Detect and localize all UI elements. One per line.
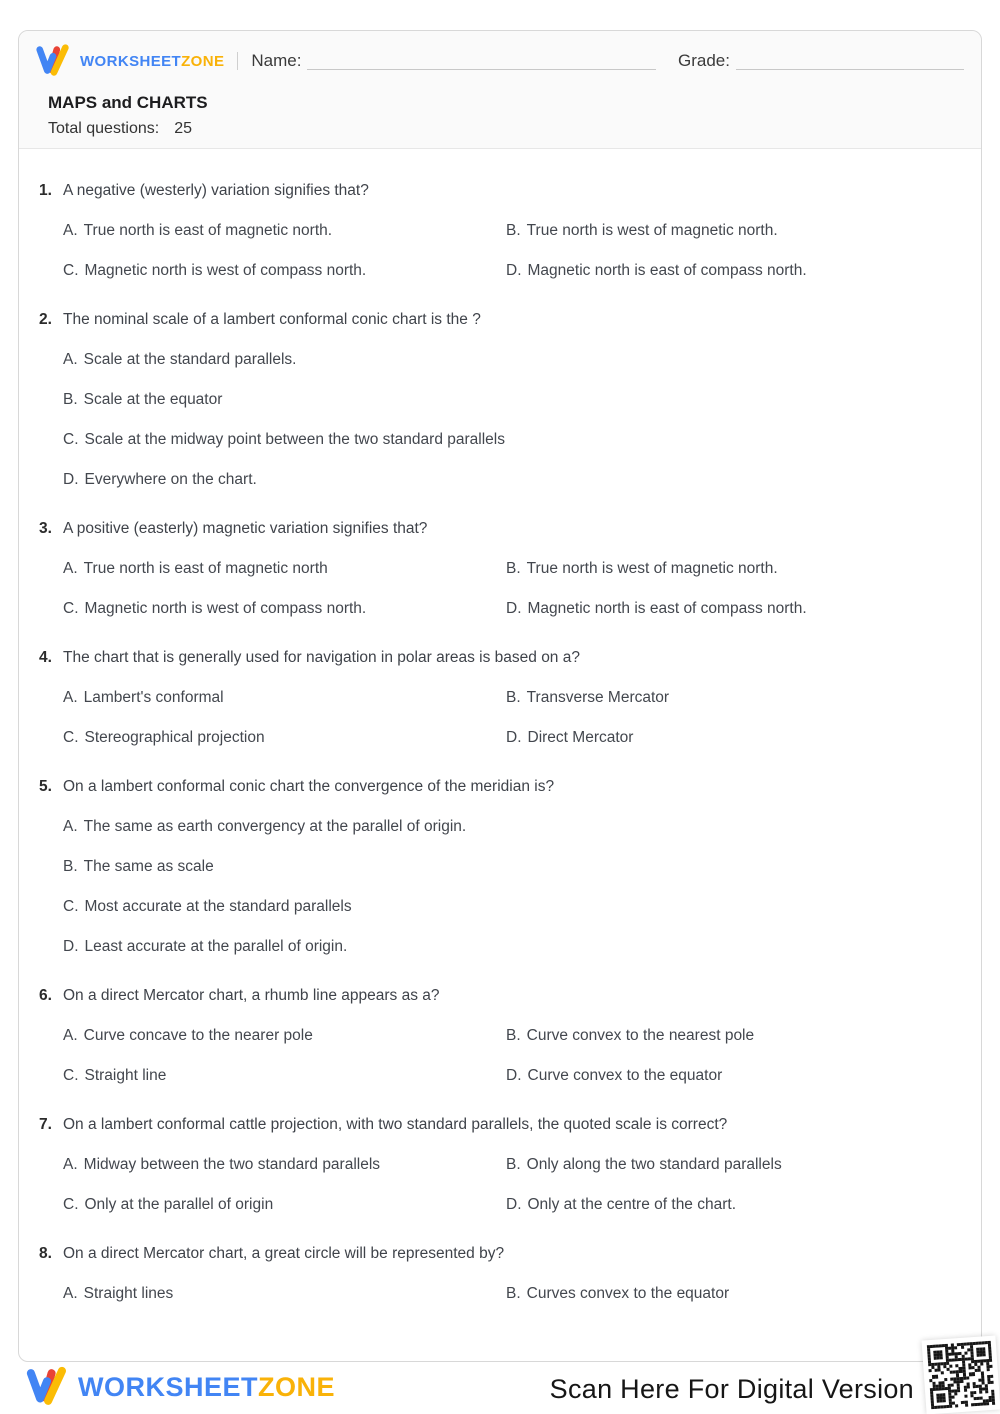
question-3 [39,518,941,619]
question-8 [39,1243,941,1304]
option-d: D. Magnetic north is east of compass north. [506,262,807,279]
option-c: C. Only at the parallel of origin [63,1196,274,1213]
questions-list [19,149,981,1304]
question-text: On a direct Mercator chart, a great circle will be represented by? [63,1245,505,1262]
scan-here-text: Scan Here For Digital Version [549,1374,914,1404]
option-a: A. Midway between the two standard parallels [63,1156,381,1173]
option-d: D. Curve convex to the equator [506,1067,723,1084]
divider-pipe [237,52,238,70]
option-a: A. Curve concave to the nearer pole [63,1027,313,1044]
option-c: C. Magnetic north is west of compass north. [63,600,367,617]
option-c: C. Magnetic north is west of compass north. [63,262,367,279]
brand-logo [34,42,224,80]
worksheet-title: MAPS and CHARTS [48,93,208,112]
question-5 [39,776,941,957]
option-b: B. Curve convex to the nearest pole [506,1027,755,1044]
grade-blank-line [736,69,964,70]
card-header [19,31,981,149]
option-b: B. Scale at the equator [63,391,223,408]
total-questions-label: Total questions: [48,120,160,137]
question-1 [39,180,941,281]
total-questions [48,120,964,138]
option-c: C. Straight line [63,1067,167,1084]
option-a: A. Lambert's conformal [63,689,224,706]
question-number: 4. [39,649,52,666]
question-number: 2. [39,311,52,328]
question-text: On a lambert conformal conic chart the convergence of the meridian is? [63,778,555,795]
option-a: A. True north is east of magnetic north. [63,222,333,239]
question-number: 3. [39,520,52,537]
question-6 [39,985,941,1086]
option-b: B. True north is west of magnetic north. [506,222,778,239]
total-questions-value: 25 [174,120,192,137]
option-a: A. Straight lines [63,1285,174,1302]
option-c: C. Stereographical projection [63,729,265,746]
worksheetzone-logo-icon [34,42,72,80]
option-a: A. True north is east of magnetic north [63,560,328,577]
option-b: B. Only along the two standard parallels [506,1156,782,1173]
option-b: B. Curves convex to the equator [506,1285,730,1302]
option-b: B. The same as scale [63,858,214,875]
title-block [33,93,964,138]
question-text: On a direct Mercator chart, a rhumb line appears as a? [63,987,440,1004]
question-number: 7. [39,1116,52,1133]
question-2 [39,309,941,490]
brand-text [78,1372,335,1403]
option-a: A. Scale at the standard parallels. [63,351,297,368]
brand-text-zone: ZONE [258,1371,336,1402]
qr-code-pattern [927,1341,995,1409]
brand-text-zone: ZONE [181,52,225,70]
option-c: C. Most accurate at the standard parallels [63,898,352,915]
brand-text-worksheet: WORKSHEET [80,52,182,70]
question-7 [39,1114,941,1215]
option-a: A. The same as earth convergency at the parallel of origin. [63,818,467,835]
page-footer [0,1362,1000,1414]
question-number: 1. [39,182,52,199]
name-label: Name: [251,51,302,70]
qr-code [922,1336,1000,1414]
footer-brand-logo [24,1364,335,1410]
option-d: D. Only at the centre of the chart. [506,1196,737,1213]
worksheetzone-logo-icon [24,1364,70,1410]
option-d: D. Direct Mercator [506,729,634,746]
question-number: 5. [39,778,52,795]
question-text: On a lambert conformal cattle projection, with two standard parallels, the quoted scale is correct? [63,1116,728,1133]
option-d: D. Least accurate at the parallel of origin. [63,938,348,955]
question-text: The chart that is generally used for navigation in polar areas is based on a? [63,649,580,666]
option-b: B. Transverse Mercator [506,689,670,706]
name-blank-line [307,69,656,70]
question-number: 6. [39,987,52,1004]
question-number: 8. [39,1245,52,1262]
brand-text-worksheet: WORKSHEET [78,1371,258,1402]
question-4 [39,647,941,748]
question-text: The nominal scale of a lambert conformal conic chart is the ? [63,311,481,328]
option-c: C. Scale at the midway point between the two standard parallels [63,431,505,448]
option-b: B. True north is west of magnetic north. [506,560,778,577]
option-d: D. Magnetic north is east of compass north. [506,600,807,617]
grade-label: Grade: [678,51,730,70]
question-text: A positive (easterly) magnetic variation signifies that? [63,520,428,537]
worksheet-card [18,30,982,1362]
brand-text [80,53,224,70]
header-row [34,43,964,79]
option-d: D. Everywhere on the chart. [63,471,257,488]
question-text: A negative (westerly) variation signifies that? [63,182,369,199]
